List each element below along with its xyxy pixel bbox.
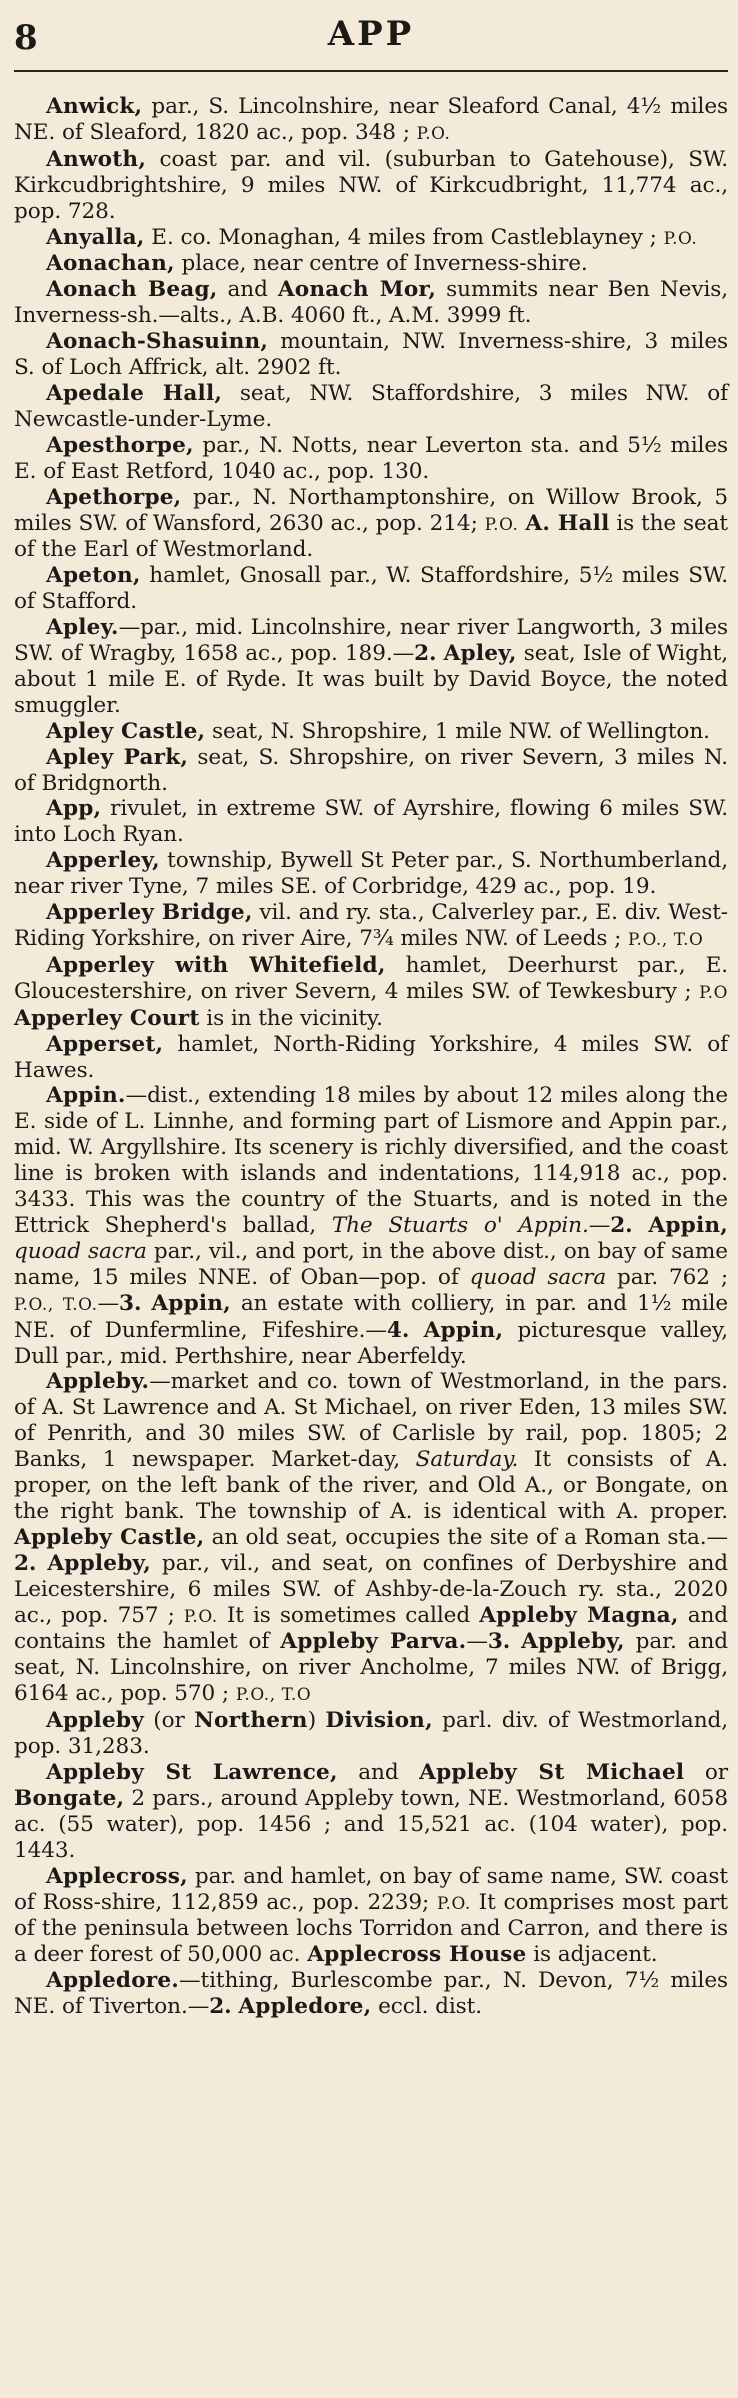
entry-text: picturesque valley, Dull par., mid. Perthshire, near Aberfeldy.: [14, 1317, 729, 1369]
gazetteer-entry: [14, 953, 728, 1032]
entry-text: hamlet, North-Riding Yorkshire, 4 miles SW. of Hawes.: [14, 1031, 728, 1083]
entry-text: It is sometimes called: [217, 1602, 480, 1628]
gazetteer-entry: [14, 277, 728, 329]
entry-headword: Appleby Magna,: [479, 1602, 679, 1628]
entry-headword: Apeton,: [46, 563, 141, 589]
entry-headword: Appleby Parva.: [280, 1629, 467, 1655]
entry-headword: Apperset,: [46, 1031, 164, 1057]
office-abbrev: P.O., T.O: [628, 929, 704, 949]
entry-headword: Appledore.: [46, 1968, 180, 1994]
entry-headword: Aonach-Shasuinn,: [46, 329, 269, 355]
gazetteer-entry: [14, 1864, 728, 1969]
entry-headword: Appin.: [46, 1083, 126, 1109]
sense-number: 2.: [209, 1994, 232, 2020]
gazetteer-entry: [14, 1708, 728, 1760]
entry-text: seat, NW. Staffordshire, 3 miles NW. of Newcastle-under-Lyme.: [14, 380, 729, 432]
entry-headword: Northern: [194, 1708, 308, 1734]
entry-headword: Appleby,: [521, 1629, 625, 1655]
entry-headword: Applecross House: [307, 1942, 527, 1968]
entry-headword: Apley,: [443, 641, 517, 667]
entry-text: It consists of A. proper, on the left bank of the river, and Old A., or Bongate, on the right bank. The township of A. is identical with A. proper.: [14, 1447, 728, 1524]
gazetteer-entry: [14, 615, 728, 719]
entry-text: [36, 1551, 47, 1576]
gazetteer-entry: [14, 485, 728, 564]
entry-text: par., S. Lincolnshire, near Sleaford Canal, 4½ miles NE. of Sleaford, 1820 ac., pop. 348 ;: [14, 94, 728, 145]
entry-headword: Appleby.: [46, 1369, 150, 1395]
entry-text: par. and seat, N. Lincolnshire, on river Ancholme, 7 miles NW. of Brigg, 6164 ac., pop. 570 ;: [14, 1629, 728, 1707]
office-abbrev: P.O.: [663, 227, 698, 248]
sense-number: 2.: [610, 1212, 633, 1238]
entry-text: and contains the hamlet of: [14, 1602, 728, 1655]
entry-text: (or: [143, 1708, 195, 1734]
gazetteer-entry: [14, 1968, 728, 2020]
entry-headword: Apperley with Whitefield,: [46, 952, 386, 978]
entry-text: par. 762 ;: [606, 1264, 728, 1290]
italic-text: quoad sacra: [14, 1238, 147, 1264]
sense-number: 3.: [119, 1290, 142, 1316]
entry-headword: Appleby,: [47, 1550, 151, 1576]
entry-text: summits near Ben Nevis, Inverness-sh.—alts., A.B. 4060 ft., A.M. 3999 ft.: [14, 277, 729, 329]
entry-headword: A. Hall: [525, 510, 610, 536]
entry-list: [14, 94, 728, 2020]
sense-number: 3.: [487, 1629, 511, 1655]
entry-headword: Bongate,: [14, 1785, 125, 1811]
entry-text: is in the vicinity.: [199, 1005, 383, 1031]
entry-text: —: [97, 1290, 120, 1316]
entry-text: hamlet, Gnosall par., W. Staffordshire, 5½ miles SW. of Stafford.: [14, 563, 728, 615]
gazetteer-entry: [14, 433, 728, 485]
office-abbrev: P.O.: [183, 1605, 218, 1626]
entry-headword: Aonach Beag,: [46, 277, 218, 303]
entry-headword: Appleby Castle,: [14, 1524, 205, 1550]
entry-text: or: [684, 1760, 728, 1785]
entry-headword: Apesthorpe,: [46, 432, 194, 458]
entry-text: ): [307, 1708, 326, 1734]
entry-text: seat, Isle of Wight, about 1 mile E. of Ryde. It was built by David Boyce, the noted smuggler.: [14, 641, 728, 718]
entry-text: rivulet, in extreme SW. of Ayrshire, flowing 6 miles SW. into Loch Ryan.: [14, 796, 728, 848]
entry-text: vil. and ry. sta., Calverley par., E. div. West-Riding Yorkshire, on river Aire, 7¾ miles NW. of Leeds ;: [14, 900, 728, 951]
entry-text: —par., mid. Lincolnshire, near river Langworth, 3 miles SW. of Wragby, 1658 ac., pop. 189.—: [14, 615, 728, 667]
entry-text: par., vil., and seat, on confines of Derbyshire and Leicestershire, 6 miles SW. of Ashby-de-la-Zouch ry. sta., 2020 ac., pop. 757 ;: [14, 1550, 728, 1628]
page-number: 8: [14, 18, 38, 58]
gazetteer-entry: [14, 745, 728, 797]
entry-text: [510, 1629, 521, 1654]
entry-text: [436, 641, 443, 666]
entry-text: E. co. Monaghan, 4 miles from Castleblayney ;: [144, 224, 664, 250]
entry-headword: Appin,: [648, 1212, 728, 1238]
header-rule: [14, 70, 728, 72]
entry-headword: Appledore,: [238, 1994, 372, 2020]
entry-text: seat, N. Shropshire, 1 mile NW. of Wellington.: [205, 718, 710, 744]
entry-text: par., N. Notts, near Leverton sta. and 5½ miles E. of East Retford, 1040 ac., pop. 130.: [14, 432, 728, 484]
entry-text: It comprises most part of the peninsula between lochs Torridon and Carron, and there is a deer forest of 50,000 ac.: [14, 1889, 728, 1968]
entry-text: 2 pars., around Appleby town, NE. Westmorland, 6058 ac. (55 water), pop. 1456 ; and 15,521 ac. (104 water), pop. 1443.: [14, 1785, 728, 1863]
office-abbrev: P.O., T.O.: [14, 1293, 98, 1314]
entry-text: and: [337, 1760, 420, 1785]
gazetteer-entry: [14, 1032, 728, 1084]
entry-headword: Division,: [325, 1708, 433, 1734]
entry-text: par., vil., and port, in the above dist., on bay of same name, 15 miles NNE. of Oban—pop. of: [14, 1238, 728, 1290]
italic-text: The Stuarts o' Appin.: [331, 1212, 589, 1238]
entry-headword: Apley Park,: [46, 744, 189, 770]
entry-text: mountain, NW. Inverness-shire, 3 miles S. of Loch Affrick, alt. 2902 ft.: [14, 329, 728, 381]
entry-headword: Appleby St Lawrence,: [46, 1760, 338, 1785]
entry-text: place, near centre of Inverness-shire.: [174, 251, 588, 277]
entry-text: —market and co. town of Westmorland, in the pars. of A. St Lawrence and A. St Michael, on river Eden, 13 miles SW. of Penrith, and 30 miles SW. of Carlisle by rail, pop. 1805; 2 Banks, 1 newspaper. Market-day,: [14, 1369, 728, 1473]
entry-text: eccl. dist.: [371, 1994, 482, 2020]
gazetteer-entry: [14, 848, 728, 900]
sense-number: 4.: [386, 1317, 410, 1343]
entry-headword: Apperley,: [46, 848, 160, 874]
italic-text: Saturday.: [415, 1447, 519, 1473]
running-head: APP: [327, 14, 415, 54]
entry-headword: Aonach Mor,: [277, 277, 437, 303]
office-abbrev: P.O: [699, 981, 728, 1002]
gazetteer-entry: [14, 329, 728, 381]
entry-text: coast par. and vil. (suburban to Gatehouse), SW. Kirkcudbrightshire, 9 miles NW. of Kirkcudbright, 11,774 ac., pop. 728.: [14, 146, 728, 224]
entry-text: —: [588, 1212, 611, 1238]
entry-text: and: [217, 277, 278, 303]
sense-number: 2.: [14, 1550, 37, 1576]
gazetteer-entry: [14, 1369, 728, 1708]
entry-text: —: [466, 1629, 488, 1655]
entry-headword: Apperley Court: [14, 1005, 200, 1031]
italic-text: quoad sacra: [469, 1264, 607, 1290]
entry-text: par., N. Northamptonshire, on Willow Brook, 5 miles SW. of Wansford, 2630 ac., pop. 214;: [14, 484, 728, 536]
entry-text: an estate with colliery, in par. and 1½ mile NE. of Dunfermline, Fifeshire.—: [14, 1290, 729, 1343]
entry-text: [409, 1318, 423, 1343]
gazetteer-entry: [14, 796, 728, 848]
entry-headword: Apley.: [46, 615, 119, 641]
gazetteer-entry: [14, 563, 728, 615]
entry-headword: App,: [46, 796, 102, 822]
entry-headword: Anwoth,: [46, 146, 147, 172]
entry-headword: Appin,: [151, 1290, 231, 1316]
entry-text: par. and hamlet, on bay of same name, SW. coast of Ross-shire, 112,859 ac., pop. 2239;: [14, 1863, 728, 1915]
gazetteer-entry: [14, 1083, 728, 1369]
entry-text: an old seat, occupies the site of a Roman sta.—: [204, 1524, 728, 1550]
entry-headword: Apperley Bridge,: [46, 900, 253, 926]
entry-text: parl. div. of Westmorland, pop. 31,283.: [14, 1708, 728, 1760]
entry-headword: Appleby: [46, 1708, 144, 1734]
entry-text: —tithing, Burlescombe par., N. Devon, 7½ miles NE. of Tiverton.—: [14, 1968, 728, 2020]
gazetteer-entry: [14, 94, 728, 147]
entry-headword: Apethorpe,: [46, 484, 182, 510]
entry-text: seat, S. Shropshire, on river Severn, 3 miles N. of Bridgnorth.: [14, 744, 728, 796]
entry-headword: Applecross,: [46, 1863, 188, 1889]
entry-headword: Appleby St Michael: [419, 1760, 685, 1785]
entry-text: [633, 1213, 649, 1238]
entry-text: —dist., extending 18 miles by about 12 miles along the E. side of L. Linnhe, and forming part of Lismore and Appin par., mid. W. Argyllshire. Its scenery is richly diversified, and the coast line is broken with islands and indentations, 114,918 ac., pop. 3433. This was the country of the Stuarts, and is noted in the Ettrick Shepherd's ballad,: [14, 1083, 728, 1238]
office-abbrev: P.O.: [484, 513, 519, 534]
entry-text: hamlet, Deerhurst par., E. Gloucestershire, on river Severn, 4 miles SW. of Tewkesbury ;: [14, 952, 728, 1004]
gazetteer-entry: [14, 719, 728, 745]
entry-headword: Anyalla,: [46, 224, 145, 250]
entry-text: is adjacent.: [526, 1942, 658, 1968]
page-header: [14, 0, 728, 72]
gazetteer-entry: [14, 251, 728, 277]
office-abbrev: P.O.: [416, 122, 451, 143]
entry-text: [141, 1291, 151, 1316]
entry-text: township, Bywell St Peter par., S. Northumberland, near river Tyne, 7 miles SE. of Corbridge, 429 ac., pop. 19.: [14, 848, 728, 900]
gazetteer-entry: [14, 225, 728, 252]
gazetteer-entry: [14, 900, 728, 953]
entry-text: is the seat of the Earl of Westmorland.: [14, 510, 729, 563]
office-abbrev: P.O.: [437, 1892, 471, 1913]
entry-headword: Anwick,: [46, 94, 143, 119]
office-abbrev: P.O., T.O: [235, 1684, 312, 1705]
sense-number: 2.: [414, 641, 437, 667]
entry-headword: Apedale Hall,: [46, 380, 223, 406]
entry-headword: Apley Castle,: [46, 718, 206, 744]
entry-headword: Appin,: [423, 1317, 504, 1343]
entry-headword: Aonachan,: [46, 251, 175, 277]
gazetteer-entry: [14, 381, 728, 433]
gazetteer-entry: [14, 147, 728, 225]
gazetteer-entry: [14, 1760, 728, 1864]
